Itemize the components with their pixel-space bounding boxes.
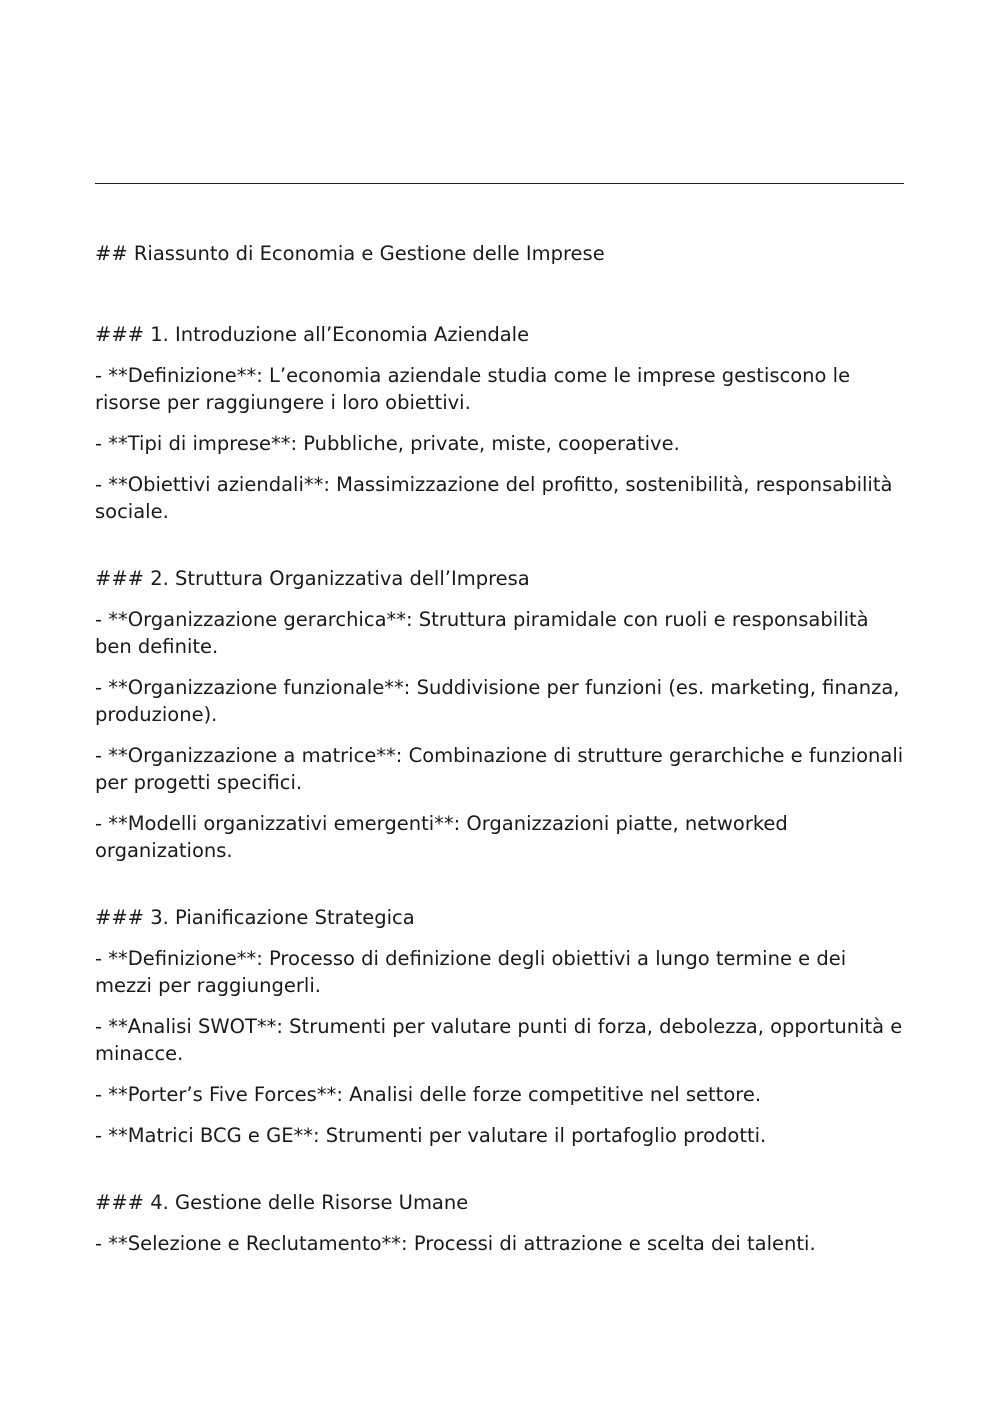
list-item: - **Porter’s Five Forces**: Analisi delle forze competitive nel settore.: [95, 1083, 762, 1106]
list-item: - **Definizione**: L’economia aziendale studia come le imprese gestiscono le risorse per raggiungere i loro obiettivi.: [95, 364, 851, 414]
section-4: [95, 1189, 905, 1257]
section-heading: ### 4. Gestione delle Risorse Umane: [95, 1191, 469, 1214]
section-heading: ### 3. Pianificazione Strategica: [95, 906, 415, 929]
list-item: - **Organizzazione funzionale**: Suddivisione per funzioni (es. marketing, finanza, produzione).: [95, 676, 900, 726]
document-content: [95, 240, 905, 1297]
section-heading: ### 1. Introduzione all’Economia Aziendale: [95, 323, 530, 346]
list-item: - **Organizzazione gerarchica**: Struttura piramidale con ruoli e responsabilità ben definite.: [95, 608, 869, 658]
section-3: [95, 904, 905, 1149]
list-item: - **Organizzazione a matrice**: Combinazione di strutture gerarchiche e funzionali per progetti specifici.: [95, 744, 904, 794]
horizontal-rule: [95, 183, 904, 184]
list-item: - **Definizione**: Processo di definizione degli obiettivi a lungo termine e dei mezzi per raggiungerli.: [95, 947, 847, 997]
list-item: - **Analisi SWOT**: Strumenti per valutare punti di forza, debolezza, opportunità e minacce.: [95, 1015, 903, 1065]
document-title: ## Riassunto di Economia e Gestione delle Imprese: [95, 242, 605, 265]
list-item: - **Tipi di imprese**: Pubbliche, private, miste, cooperative.: [95, 432, 680, 455]
list-item: - **Selezione e Reclutamento**: Processi di attrazione e scelta dei talenti.: [95, 1232, 816, 1255]
section-2: [95, 565, 905, 864]
section-heading: ### 2. Struttura Organizzativa dell’Impresa: [95, 567, 530, 590]
list-item: - **Matrici BCG e GE**: Strumenti per valutare il portafoglio prodotti.: [95, 1124, 767, 1147]
list-item: - **Modelli organizzativi emergenti**: Organizzazioni piatte, networked organizations.: [95, 812, 788, 862]
list-item: - **Obiettivi aziendali**: Massimizzazione del profitto, sostenibilità, responsabilità sociale.: [95, 473, 893, 523]
section-1: [95, 321, 905, 525]
